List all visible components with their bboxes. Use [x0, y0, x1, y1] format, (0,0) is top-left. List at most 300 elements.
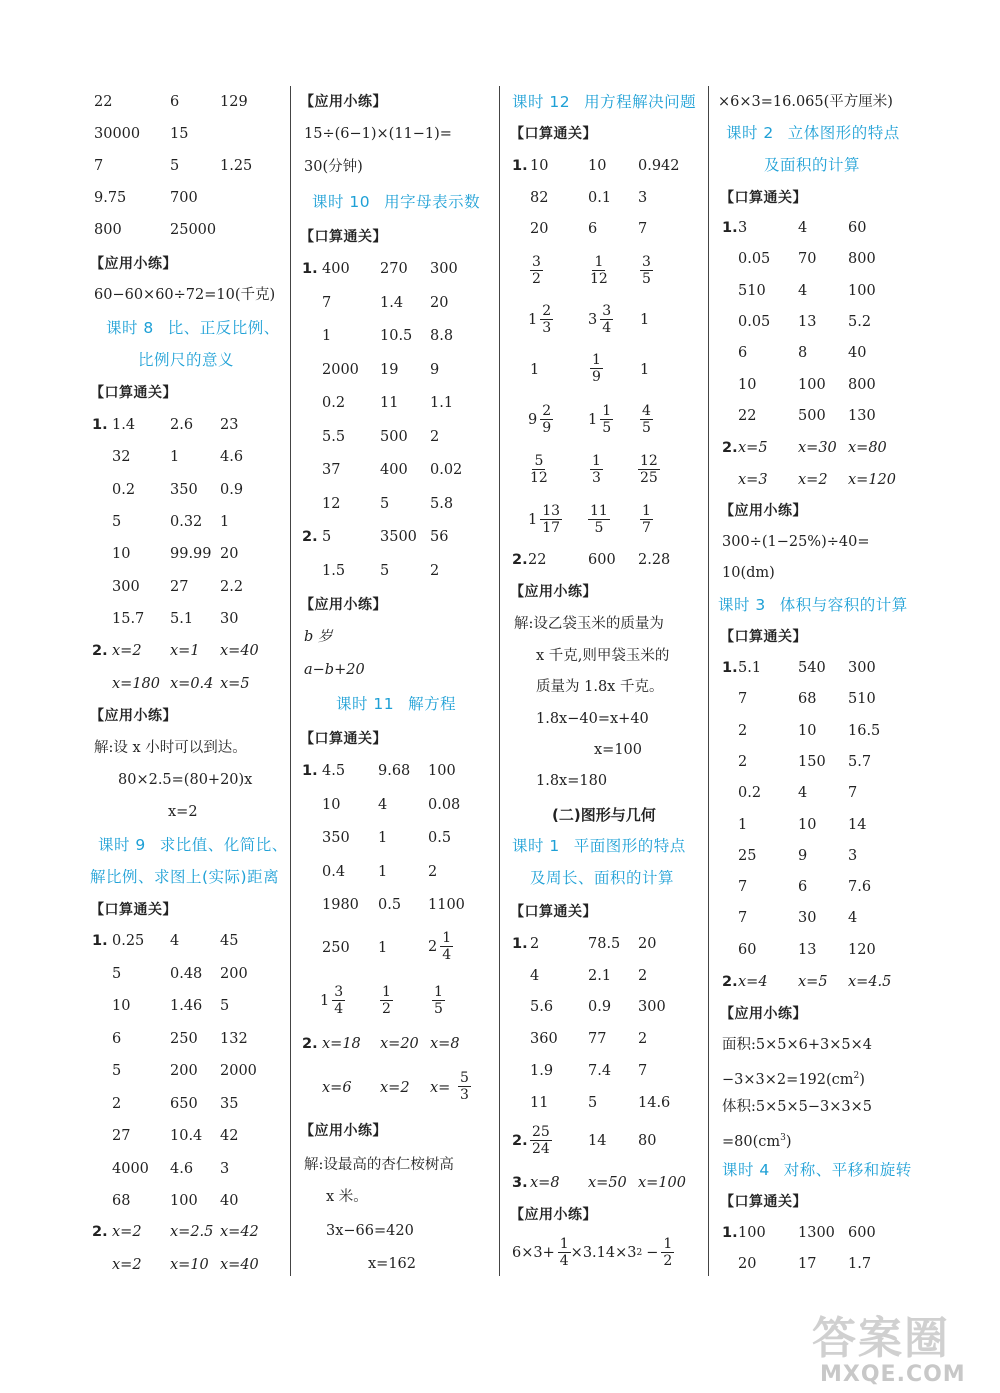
cell: 0.05	[738, 251, 771, 268]
cell: 300	[638, 999, 666, 1016]
numerator: 3	[334, 984, 344, 1000]
answer-line: 300÷(1−25%)÷40=	[722, 534, 870, 550]
cell: 7	[638, 1062, 648, 1079]
section-heading-app: 【应用小练】	[720, 503, 807, 519]
cell: x=5	[798, 974, 828, 990]
cell: 1	[378, 830, 388, 846]
cell: 4	[798, 220, 808, 236]
cell: 40	[848, 345, 867, 362]
lesson-title-text: 平面图形的特点	[573, 837, 686, 855]
cell: 20	[530, 221, 549, 237]
cell: 400	[380, 462, 408, 478]
cell: 150	[798, 753, 826, 770]
section-heading-oral: 【口算通关】	[90, 385, 177, 401]
cell: 4.5	[322, 763, 346, 779]
cell: 42	[220, 1128, 239, 1144]
fraction	[332, 984, 345, 1017]
cell: 5	[112, 965, 122, 982]
cell: 2	[638, 1031, 648, 1048]
section-heading-oral: 【口算通关】	[510, 126, 597, 142]
cell: x=4.5	[848, 974, 892, 990]
cell: 360	[530, 1031, 558, 1048]
fraction	[640, 254, 653, 287]
cell: 5.1	[738, 660, 762, 676]
lesson-title-text: 解方程	[408, 695, 457, 713]
cell: 132	[220, 1030, 248, 1047]
lesson-title-12	[512, 91, 696, 113]
cell: x=10	[170, 1257, 209, 1273]
fraction	[530, 1124, 552, 1157]
cell: x=2.5	[170, 1224, 214, 1240]
cell: 6	[112, 1030, 122, 1047]
cell: 30	[220, 610, 239, 627]
denominator: 9	[542, 420, 552, 436]
expr-part: ×3.14×3	[570, 1244, 637, 1261]
cell: 9.68	[378, 763, 411, 779]
answer-line	[722, 1066, 865, 1090]
cell: 45	[220, 933, 239, 949]
cell: x=1	[170, 643, 200, 659]
watermark-logo: 答案圈	[812, 1313, 950, 1364]
question-number: 2.	[302, 529, 318, 545]
cell: 1.4	[380, 294, 404, 311]
section-heading-app: 【应用小练】	[720, 1006, 807, 1022]
cell: x=40	[220, 643, 259, 659]
numerator: 1	[594, 254, 604, 270]
cell: 99.99	[170, 546, 212, 563]
cell: 400	[322, 261, 350, 277]
numerator: 4	[642, 403, 651, 419]
cell: x=30	[798, 440, 837, 456]
section-heading-oral: 【口算通关】	[720, 190, 807, 206]
cell: 68	[112, 1193, 131, 1209]
mixed-whole: 2	[428, 938, 438, 955]
denominator: 5	[594, 520, 604, 536]
cell: 80	[638, 1133, 657, 1149]
fraction	[638, 453, 660, 486]
numerator: 5	[534, 453, 544, 469]
denominator: 5	[434, 1001, 443, 1017]
cell: 540	[798, 660, 826, 676]
denominator: 7	[642, 520, 651, 536]
question-number: 1.	[302, 763, 318, 779]
cell: 129	[220, 94, 248, 110]
cell: 4	[170, 933, 180, 949]
lesson-title-text: 用方程解决问题	[584, 93, 697, 111]
fraction	[590, 352, 603, 385]
mixed-number	[528, 303, 553, 336]
cell: 600	[848, 1225, 876, 1241]
numerator: 11	[590, 503, 608, 519]
answer-line: 解:设最高的杏仁桉树高	[304, 1157, 454, 1173]
lesson-title-9-line2: 解比例、求图上(实际)距离	[90, 868, 280, 886]
denominator: 9	[592, 369, 601, 385]
numerator: 1	[602, 403, 612, 419]
lesson-number: 课时 12	[512, 93, 571, 111]
answer-line: x 千克,则甲袋玉米的	[536, 648, 670, 664]
cell: x=120	[848, 472, 897, 488]
cell: 5	[588, 1094, 598, 1111]
question-number: 2.	[302, 1036, 318, 1052]
mixed-whole: 1	[528, 511, 538, 528]
answer-line	[722, 1128, 792, 1152]
question-number: 2.	[722, 440, 738, 456]
cell: 0.1	[588, 189, 612, 206]
fraction	[640, 403, 653, 436]
cell: 1.9	[530, 1062, 554, 1079]
cell: x=6	[322, 1080, 352, 1096]
cell: 7	[738, 879, 748, 896]
answer-expression	[512, 1236, 674, 1269]
cell: 2000	[322, 361, 359, 378]
cell: 56	[430, 529, 449, 545]
lesson-number: 课时 1	[512, 837, 560, 855]
cell: 60	[738, 941, 757, 958]
cell: 6	[738, 345, 748, 362]
numerator: 1	[592, 453, 601, 469]
cell: 5	[112, 1063, 122, 1079]
lesson-number: 课时 3	[718, 596, 766, 614]
fraction	[558, 1236, 571, 1269]
section-heading-oral: 【口算通关】	[720, 629, 807, 645]
cell: x=100	[638, 1175, 687, 1191]
denominator: 3	[592, 470, 601, 486]
numerator: 1	[559, 1236, 569, 1252]
cell: 7	[738, 910, 748, 927]
cell: 0.9	[220, 481, 244, 498]
mixed-number	[428, 930, 453, 963]
cell: 1100	[428, 897, 465, 913]
section-heading-app: 【应用小练】	[90, 256, 177, 272]
cell: 300	[112, 578, 140, 595]
question-number: 2.	[92, 643, 108, 659]
cell: 5	[380, 495, 390, 512]
denominator: 3	[542, 320, 552, 336]
cell: 19	[380, 361, 399, 378]
part-heading: (二)图形与几何	[552, 806, 656, 824]
cell: 0.02	[430, 462, 463, 478]
answer-line: 质量为 1.8x 千克。	[536, 679, 664, 695]
cell: 10	[322, 796, 341, 813]
cell: x=2	[112, 1257, 142, 1273]
cell: 27	[170, 578, 189, 595]
cell: 32	[112, 449, 131, 466]
numerator: 3	[642, 254, 651, 270]
cell: 5.5	[322, 428, 346, 445]
exponent: 3	[780, 1133, 786, 1143]
cell: 25	[738, 847, 757, 864]
cell: 1	[378, 940, 388, 956]
cell: 12	[322, 495, 341, 512]
fraction	[380, 984, 393, 1017]
mixed-whole: 9	[528, 411, 538, 428]
cell: 17	[798, 1256, 817, 1272]
lesson-title-text: 比、正反比例、	[167, 319, 280, 337]
lesson-title-text: 立体图形的特点	[787, 124, 900, 142]
question-number: 1.	[92, 933, 108, 949]
cell: 5	[380, 563, 390, 579]
question-number: 1.	[512, 158, 528, 174]
cell: 0.2	[322, 395, 346, 411]
cell: 30	[798, 910, 817, 927]
section-heading-oral: 【口算通关】	[300, 731, 387, 747]
cell: 800	[848, 376, 876, 393]
cell: 270	[380, 261, 408, 277]
cell: 4000	[112, 1160, 149, 1177]
cell: 3	[220, 1160, 230, 1177]
cell: x=80	[848, 440, 887, 456]
section-heading-app: 【应用小练】	[300, 1123, 387, 1139]
expr-part: )	[859, 1071, 865, 1088]
cell: 10	[112, 546, 131, 563]
column-4	[718, 0, 917, 1272]
answer-line: 15÷(6−1)×(11−1)=	[304, 126, 452, 142]
cell: x=8	[530, 1175, 560, 1191]
cell: 60	[848, 220, 867, 236]
cell: 10	[112, 998, 131, 1014]
cell: 4	[378, 796, 388, 813]
cell: x=20	[380, 1036, 419, 1052]
expr-part: 6×3+	[512, 1244, 555, 1261]
cell: 15.7	[112, 610, 145, 627]
lesson-title-3	[718, 594, 908, 616]
numerator: 25	[532, 1124, 550, 1140]
cell: 3	[848, 847, 858, 864]
cell: 4.6	[220, 449, 244, 466]
cell: 7	[94, 158, 104, 174]
cell: x=5	[738, 440, 768, 456]
cell: 1.4	[112, 417, 136, 433]
cell: 130	[848, 407, 876, 424]
mixed-whole: 1	[588, 411, 598, 428]
question-number: 2.	[722, 974, 738, 990]
cell: 5	[170, 158, 180, 174]
mixed-number	[588, 403, 613, 436]
cell: 1	[322, 328, 332, 344]
lesson-title-text: 求比值、化简比、	[159, 836, 288, 854]
section-heading-app: 【应用小练】	[510, 1207, 597, 1223]
expr-part: −3×3×2=192(cm	[722, 1071, 854, 1088]
cell: 1980	[322, 897, 359, 913]
denominator: 4	[559, 1253, 569, 1269]
denominator: 25	[640, 470, 658, 486]
cell: x=8	[430, 1036, 460, 1052]
cell: 2.2	[220, 578, 244, 595]
cell: 8	[798, 345, 808, 362]
cell: 2.1	[588, 967, 612, 984]
cell: 14	[588, 1133, 607, 1149]
cell: 0.942	[638, 158, 680, 174]
cell: 1	[738, 816, 748, 833]
denominator: 24	[532, 1141, 550, 1157]
section-heading-app: 【应用小练】	[300, 94, 387, 110]
fraction	[540, 303, 553, 336]
cell: 11	[380, 395, 399, 411]
cell: 3500	[380, 529, 417, 545]
cell: 300	[848, 660, 876, 676]
fraction	[588, 503, 610, 536]
lesson-title-9	[98, 834, 288, 856]
cell: 200	[170, 1063, 198, 1079]
cell: 2	[428, 863, 438, 880]
cell: 0.05	[738, 313, 771, 330]
numerator: 1	[642, 503, 651, 519]
cell: 0.5	[378, 897, 402, 913]
cell: 510	[848, 691, 876, 708]
cell: 5	[220, 998, 230, 1014]
section-heading-oral: 【口算通关】	[510, 904, 597, 920]
lesson-title-8-line2: 比例尺的意义	[138, 351, 235, 369]
lesson-number: 课时 9	[98, 836, 146, 854]
cell: 2000	[220, 1063, 257, 1079]
numerator: 3	[602, 303, 612, 319]
cell: 4	[798, 785, 808, 802]
denominator: 4	[334, 1001, 344, 1017]
cell: 6	[170, 94, 180, 110]
cell: 14.6	[638, 1094, 671, 1111]
fraction	[458, 1070, 471, 1103]
cell: 9	[430, 361, 440, 378]
cell: 5.7	[848, 753, 872, 770]
answer-line: 10(dm)	[722, 565, 775, 581]
cell: 10.4	[170, 1128, 203, 1144]
lesson-title-8	[106, 317, 280, 339]
cell: 10.5	[380, 328, 413, 344]
lesson-title-text: 体积与容积的计算	[779, 596, 908, 614]
section-heading-oral: 【口算通关】	[720, 1194, 807, 1210]
denominator: 12	[590, 271, 608, 287]
mixed-number	[320, 984, 345, 1017]
numerator: 1	[434, 984, 443, 1000]
cell: 350	[322, 830, 350, 846]
fraction	[440, 930, 453, 963]
cell: 7.6	[848, 879, 872, 896]
lesson-number: 课时 4	[722, 1161, 770, 1179]
column-divider-2	[499, 86, 500, 1276]
denominator: 5	[642, 420, 651, 436]
column-divider-1	[290, 86, 291, 1276]
cell: x=40	[220, 1257, 259, 1273]
cell: 250	[170, 1030, 198, 1047]
cell: 0.4	[322, 863, 346, 880]
mixed-whole: 1	[528, 311, 538, 328]
answer-line: x 米。	[326, 1189, 368, 1205]
denominator: 5	[602, 420, 612, 436]
cell: 20	[638, 936, 657, 952]
cell: 6	[798, 879, 808, 896]
numerator: 1	[663, 1236, 673, 1252]
lesson-title-2	[726, 122, 900, 144]
section-heading-app: 【应用小练】	[300, 597, 387, 613]
cell: 2	[530, 936, 540, 952]
denominator: 4	[442, 947, 452, 963]
answer-line: 1.8x=180	[536, 773, 608, 789]
cell: 10	[798, 816, 817, 833]
question-number: 1.	[92, 417, 108, 433]
cell: 15	[170, 126, 189, 142]
numerator: 3	[532, 254, 541, 270]
cell: 5	[322, 529, 332, 545]
denominator: 5	[642, 271, 651, 287]
column-3	[510, 0, 707, 1269]
cell: 13	[798, 941, 817, 958]
section-heading-oral: 【口算通关】	[90, 902, 177, 918]
denominator: 3	[460, 1087, 469, 1103]
cell: 700	[170, 190, 198, 206]
lesson-title-text: 用字母表示数	[384, 193, 481, 211]
cell: x=4	[738, 974, 768, 990]
cell: x=18	[322, 1036, 361, 1052]
answer-line: a−b+20	[304, 662, 365, 678]
cell: 510	[738, 282, 766, 299]
cell: 100	[428, 763, 456, 779]
cell: x=0.4	[170, 676, 214, 692]
cell: 1.46	[170, 998, 203, 1014]
cell: 250	[322, 940, 350, 956]
cell: 13	[798, 313, 817, 330]
numerator: 1	[442, 930, 452, 946]
denominator: 4	[602, 320, 612, 336]
denominator: 2	[663, 1253, 673, 1269]
cell: 1300	[798, 1225, 835, 1241]
cell: 100	[848, 282, 876, 299]
cell: 10	[530, 158, 549, 174]
cell: 2	[738, 722, 748, 739]
fraction	[600, 403, 613, 436]
answer-line: 体积:5×5×5−3×3×5	[722, 1099, 872, 1115]
fraction	[640, 503, 653, 536]
cell: 2	[430, 428, 440, 445]
cell: 100	[798, 376, 826, 393]
cell: 500	[380, 428, 408, 445]
question-number: 2.	[512, 552, 528, 568]
question-number: 1.	[722, 220, 738, 236]
cell: 20	[738, 1256, 757, 1272]
denominator: 17	[542, 520, 561, 536]
fraction	[600, 303, 613, 336]
cell: 1	[640, 312, 650, 328]
question-number: 3.	[512, 1175, 528, 1191]
cell: 7	[738, 691, 748, 708]
cell: 800	[94, 222, 122, 238]
cell: 1.7	[848, 1256, 872, 1272]
cell: 4	[530, 967, 540, 984]
expr-part: )	[785, 1133, 792, 1150]
lesson-number: 课时 10	[312, 193, 371, 211]
cell: 5.1	[170, 610, 194, 627]
numerator: 2	[542, 303, 552, 319]
lesson-title-11	[336, 693, 456, 715]
column-2	[300, 0, 497, 1272]
cell: 300	[430, 261, 458, 277]
answer-line: ×6×3=16.065(平方厘米)	[718, 94, 893, 110]
cell: 0.25	[112, 933, 145, 949]
answer-line: x=100	[594, 742, 643, 758]
cell: x=50	[588, 1175, 627, 1191]
section-heading-oral: 【口算通关】	[300, 229, 387, 245]
cell: 0.2	[738, 785, 762, 802]
cell: 0.32	[170, 513, 203, 530]
numerator: 12	[640, 453, 658, 469]
cell: 27	[112, 1128, 131, 1144]
cell: 11	[530, 1094, 549, 1111]
exponent: 2	[853, 1071, 860, 1081]
cell: 1.25	[220, 158, 253, 174]
question-number: 1.	[722, 1225, 738, 1241]
expr-part: −	[646, 1244, 659, 1261]
answer-line: 3x−66=420	[326, 1223, 414, 1239]
cell: 800	[848, 251, 876, 268]
